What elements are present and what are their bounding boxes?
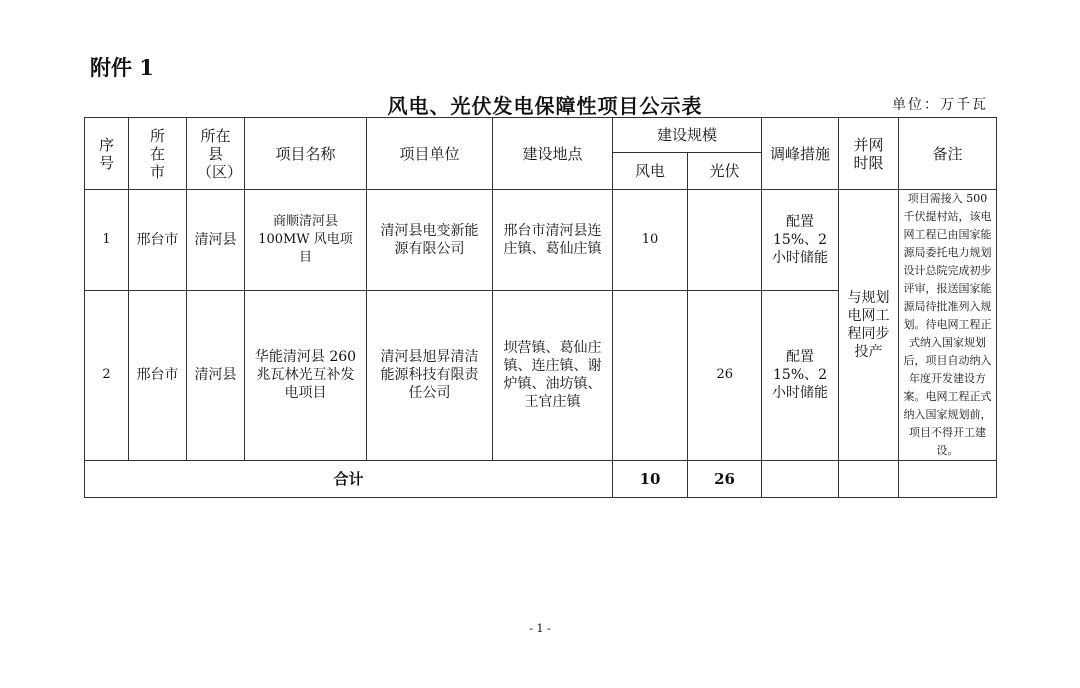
notes-cell: 项目需接入 500 千伏提村站，该电网工程已由国家能源局委托电力规划设计总院完成初步评审，报送国家能源局待批准列入规划。待电网工程正式纳入国家规划后，项目自动纳入年度开发建设方案。电网工程正式纳入国家规划前，项目不得开工建设。 (899, 190, 997, 461)
total-empty-peak (762, 461, 839, 498)
total-solar: 26 (688, 461, 762, 498)
row-county: 清河县 (187, 290, 245, 460)
page-number: - 1 - (529, 622, 551, 635)
row-county: 清河县 (187, 190, 245, 291)
row-seq: 1 (85, 190, 129, 291)
header-scale: 建设规模 (613, 118, 762, 153)
row-company: 清河县旭昇清洁能源科技有限责任公司 (367, 290, 493, 460)
page-title: 风电、光伏发电保障性项目公示表 (387, 94, 703, 118)
row-project: 商顺清河县 100MW 风电项目 (245, 190, 367, 291)
row-project: 华能清河县 260 兆瓦林光互补发电项目 (245, 290, 367, 460)
total-label: 合计 (85, 461, 613, 498)
grid-time-cell: 与规划电网工程同步投产 (839, 190, 899, 461)
total-empty-grid (839, 461, 899, 498)
row-location: 邢台市清河县连庄镇、葛仙庄镇 (493, 190, 613, 291)
header-seq: 序号 (85, 118, 129, 190)
row-wind (613, 290, 688, 460)
header-location: 建设地点 (493, 118, 613, 190)
row-city: 邢台市 (129, 290, 187, 460)
row-city: 邢台市 (129, 190, 187, 291)
header-project: 项目名称 (245, 118, 367, 190)
header-county: 所在县（区） (187, 118, 245, 190)
header-wind: 风电 (613, 153, 688, 190)
header-company: 项目单位 (367, 118, 493, 190)
row-seq: 2 (85, 290, 129, 460)
unit-label: 单位：万千瓦 (892, 97, 988, 113)
table-row (85, 190, 997, 291)
total-row (85, 461, 997, 498)
row-peak: 配置 15%、2 小时储能 (762, 190, 839, 291)
row-company: 清河县电变新能源有限公司 (367, 190, 493, 291)
row-solar (688, 190, 762, 291)
total-wind: 10 (613, 461, 688, 498)
header-city: 所在市 (129, 118, 187, 190)
attachment-label: 附件 1 (90, 55, 154, 80)
header-notes: 备注 (899, 118, 997, 190)
row-location: 坝营镇、葛仙庄镇、连庄镇、谢炉镇、油坊镇、王官庄镇 (493, 290, 613, 460)
header-grid: 并网时限 (839, 118, 899, 190)
row-peak: 配置 15%、2 小时储能 (762, 290, 839, 460)
total-empty-notes (899, 461, 997, 498)
header-solar: 光伏 (688, 153, 762, 190)
header-peak: 调峰措施 (762, 118, 839, 190)
row-solar: 26 (688, 290, 762, 460)
projects-table (84, 117, 997, 498)
header-row (85, 118, 997, 153)
row-wind: 10 (613, 190, 688, 291)
